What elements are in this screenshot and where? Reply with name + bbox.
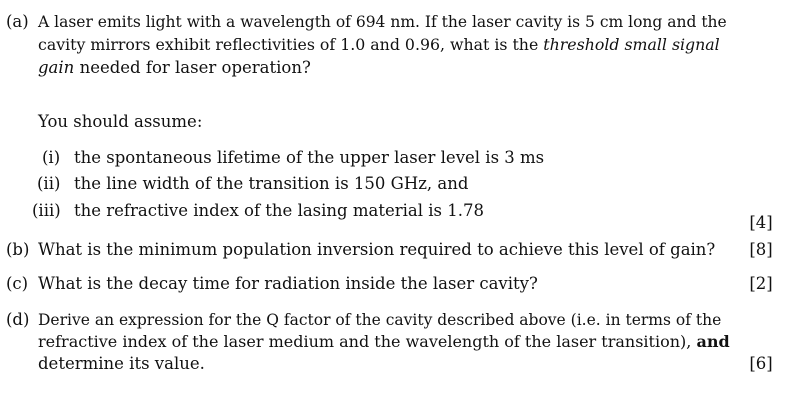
part-b-text: What is the minimum population inversion required to achieve this level of gain? — [38, 240, 716, 259]
part-a-line-3-text: needed for laser operation? — [79, 58, 311, 77]
part-d-line-2-bold: and — [696, 332, 730, 351]
assumption-text: the line width of the transition is 150 GHz, and — [74, 174, 469, 193]
assumption-text: the refractive index of the lasing material is 1.78 — [74, 201, 484, 220]
part-d-line-3: determine its value. — [38, 354, 205, 373]
part-a-line-3-emphasis: gain — [38, 58, 75, 77]
assumption-label: (ii) — [37, 174, 61, 193]
assumptions-heading: You should assume: — [38, 112, 203, 131]
part-a-line-2-emphasis: threshold small signal — [543, 35, 720, 54]
part-d-marks: [6] — [749, 354, 773, 373]
assumption-text: the spontaneous lifetime of the upper laser level is 3 ms — [74, 148, 545, 167]
part-d-label: (d) — [6, 310, 30, 329]
part-a-label: (a) — [6, 12, 29, 31]
part-a-line-2-text: cavity mirrors exhibit reflectivities of 1.0 and 0.96, what is the — [38, 35, 539, 54]
part-d-line-2 — [38, 332, 730, 352]
part-c-text: What is the decay time for radiation inside the laser cavity? — [38, 274, 538, 293]
part-d-line-1: Derive an expression for the Q factor of the cavity described above (i.e. in terms of the — [38, 311, 722, 329]
part-b-label: (b) — [6, 240, 30, 259]
part-a-line-2 — [38, 35, 720, 55]
part-a-line-1: A laser emits light with a wavelength of 694 nm. If the laser cavity is 5 cm long and the — [38, 13, 727, 31]
part-d-line-2-text: refractive index of the laser medium and the wavelength of the laser transition), — [38, 332, 692, 351]
part-b-marks: [8] — [749, 240, 773, 259]
assumption-label: (iii) — [32, 201, 61, 220]
assumption-label: (i) — [42, 148, 61, 167]
part-a-line-3 — [38, 58, 311, 78]
part-c-label: (c) — [6, 274, 29, 293]
part-a-marks: [4] — [749, 213, 773, 232]
part-c-marks: [2] — [749, 274, 773, 293]
